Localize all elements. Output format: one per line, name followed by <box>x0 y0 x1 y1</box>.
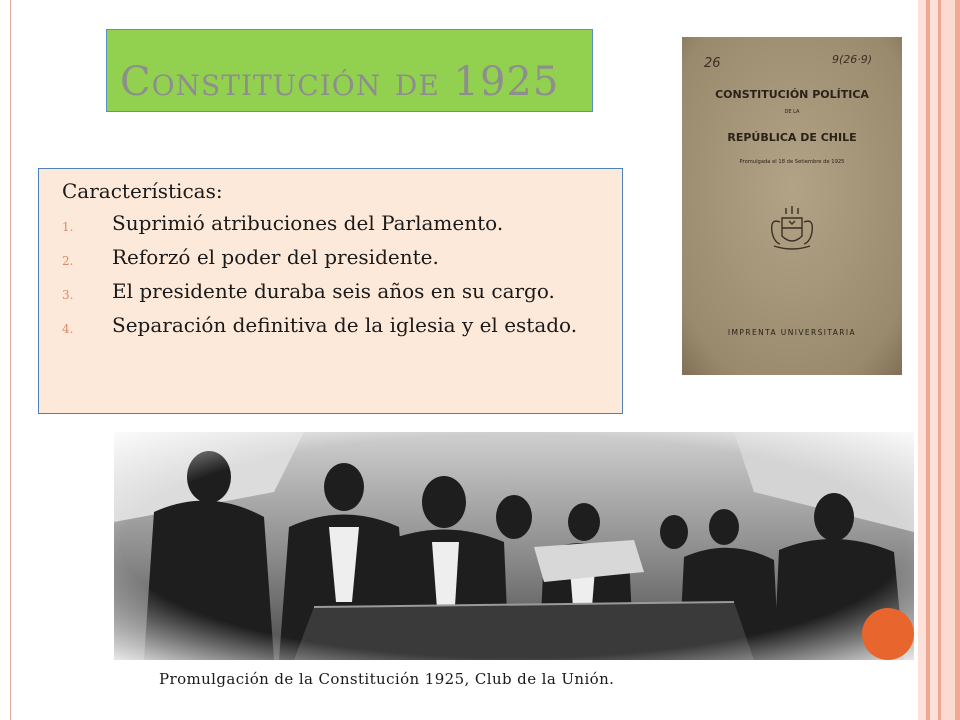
title-box <box>106 29 593 112</box>
list-number: 1. <box>62 220 74 234</box>
list-text: Separación definitiva de la iglesia y el estado. <box>112 313 578 337</box>
characteristics-heading: Características: <box>62 179 223 203</box>
cover-title-line2: REPÚBLICA DE CHILE <box>727 131 857 144</box>
cover-title-line1: CONSTITUCIÓN POLÍTICA <box>715 88 869 101</box>
cover-subtitle: Promulgada el 18 de Setiembre de 1925 <box>739 159 845 165</box>
list-item <box>62 313 614 337</box>
photo-caption: Promulgación de la Constitución 1925, Club de la Unión. <box>159 670 615 688</box>
list-item <box>62 211 614 235</box>
characteristics-box <box>38 168 623 414</box>
left-border-rule <box>10 0 11 720</box>
handwriting-right: 9(26·9) <box>832 53 873 66</box>
constitution-cover-image <box>682 37 902 375</box>
list-number: 2. <box>62 254 74 268</box>
orange-decorative-circle <box>862 608 914 660</box>
list-text: Suprimió atribuciones del Parlamento. <box>112 211 504 235</box>
characteristics-list <box>62 211 614 347</box>
list-number: 4. <box>62 322 74 336</box>
cover-publisher: IMPRENTA UNIVERSITARIA <box>727 328 857 337</box>
cover-title-small: DE LA <box>784 109 800 115</box>
list-number: 3. <box>62 288 74 302</box>
handwriting-left: 26 <box>704 56 721 71</box>
list-text: El presidente duraba seis años en su cargo. <box>112 279 555 303</box>
list-item <box>62 279 614 303</box>
slide-title: Constitución de 1925 <box>120 59 560 105</box>
promulgation-photo <box>114 432 914 660</box>
list-text: Reforzó el poder del presidente. <box>112 245 439 269</box>
list-item <box>62 245 614 269</box>
